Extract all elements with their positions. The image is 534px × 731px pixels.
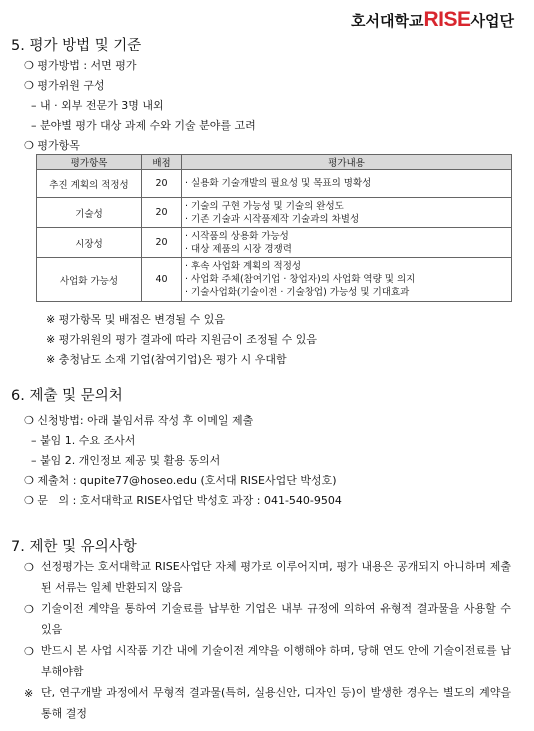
- notice-item: 단, 연구개발 과정에서 무형적 결과물(특허, 실용신안, 디자인 등)이 발생한 경우는 별도의 계약을 통해 결정: [41, 686, 511, 720]
- table-header: 평가항목: [37, 155, 142, 170]
- section7-title: 7. 제한 및 유의사항: [11, 539, 137, 555]
- desc-line: · 사업화 주체(참여기업 · 창업자)의 사업화 역량 및 의지: [185, 274, 416, 285]
- note-mark: ※: [24, 687, 34, 700]
- committee-item: – 분야별 평가 대상 과제 수와 기술 분야를 고려: [31, 119, 256, 132]
- table-cell-score: 20: [142, 198, 182, 228]
- section6-title: 6. 제출 및 문의처: [11, 388, 123, 404]
- notice-item: 기술이전 계약을 통하여 기술료를 납부한 기업은 내부 규정에 의하여 유형적 결과물을 사용할 수 있음: [41, 602, 511, 636]
- table-row: [37, 170, 512, 198]
- evaluation-table: [36, 154, 512, 302]
- contact: ❍ 문 의 : 호서대학교 RISE사업단 박성호 과장 : 041-540-9504: [24, 494, 342, 507]
- bullet-mark: ❍: [24, 645, 34, 658]
- desc-line: · 후속 사업화 계획의 적정성: [185, 261, 302, 272]
- section5-title: 5. 평가 방법 및 기준: [11, 38, 142, 54]
- bullet-mark: ❍: [24, 603, 34, 616]
- table-header-row: [37, 155, 512, 170]
- attachment-item: – 붙임 1. 수요 조사서: [31, 434, 136, 447]
- desc-line: · 대상 제품의 시장 경쟁력: [185, 243, 292, 255]
- table-cell-desc: [182, 170, 512, 198]
- table-cell-score: 40: [142, 258, 182, 302]
- logo-rise: RISE: [423, 8, 471, 31]
- table-cell-item: 시장성: [37, 228, 142, 258]
- table-cell-score: 20: [142, 170, 182, 198]
- table-cell-score: 20: [142, 228, 182, 258]
- apply-method: ❍ 신청방법: 아래 붙임서류 작성 후 이메일 제출: [24, 414, 254, 427]
- notice-item: 반드시 본 사업 시작품 기간 내에 기술이전 계약을 이행해야 하며, 당해 연도 안에 기술이전료를 납부해야함: [41, 644, 511, 678]
- note: ※ 평가항목 및 배점은 변경될 수 있음: [46, 313, 225, 326]
- logo-suffix: 사업단: [470, 13, 514, 30]
- desc-line: · 기술사업화(기술이전 · 기술창업) 가능성 및 기대효과: [185, 287, 410, 298]
- note: ※ 평가위원의 평가 결과에 따라 지원금이 조정될 수 있음: [46, 333, 317, 346]
- desc-line: · 기존 기술과 시작품제작 기술과의 차별성: [185, 213, 360, 225]
- eval-method: ❍ 평가방법 : 서면 평가: [24, 59, 137, 72]
- table-cell-item: 추진 계획의 적정성: [37, 170, 142, 198]
- table-row: [37, 228, 512, 258]
- table-row: [37, 198, 512, 228]
- desc-line: · 시작품의 상용화 가능성: [185, 230, 289, 242]
- table-cell-item: 기술성: [37, 198, 142, 228]
- table-cell-desc: [182, 228, 512, 258]
- attachment-item: – 붙임 2. 개인정보 제공 및 활용 동의서: [31, 454, 221, 467]
- eval-committee: ❍ 평가위원 구성: [24, 79, 105, 92]
- logo: [351, 8, 514, 32]
- table-header: 배점: [142, 155, 182, 170]
- note: ※ 충청남도 소재 기업(참여기업)은 평가 시 우대함: [46, 353, 287, 366]
- table-header: 평가내용: [182, 155, 512, 170]
- desc-line: · 실용화 기술개발의 필요성 및 목표의 명확성: [185, 178, 372, 189]
- bullet-mark: ❍: [24, 561, 34, 574]
- notice-item: 선정평가는 호서대학교 RISE사업단 자체 평가로 이루어지며, 평가 내용은 공개되지 아니하며 제출된 서류는 일체 반환되지 않음: [41, 560, 511, 594]
- logo-prefix: 호서대학교: [351, 13, 424, 30]
- table-cell-desc: [182, 198, 512, 228]
- table-row: [37, 258, 512, 302]
- desc-line: · 기술의 구현 가능성 및 기술의 완성도: [185, 200, 344, 212]
- table-cell-desc: [182, 258, 512, 302]
- submit-to: ❍ 제출처 : qupite77@hoseo.edu (호서대 RISE사업단 박성호): [24, 474, 337, 487]
- table-cell-item: 사업화 가능성: [37, 258, 142, 302]
- eval-items-heading: ❍ 평가항목: [24, 139, 80, 152]
- committee-item: – 내 · 외부 전문가 3명 내외: [31, 99, 164, 112]
